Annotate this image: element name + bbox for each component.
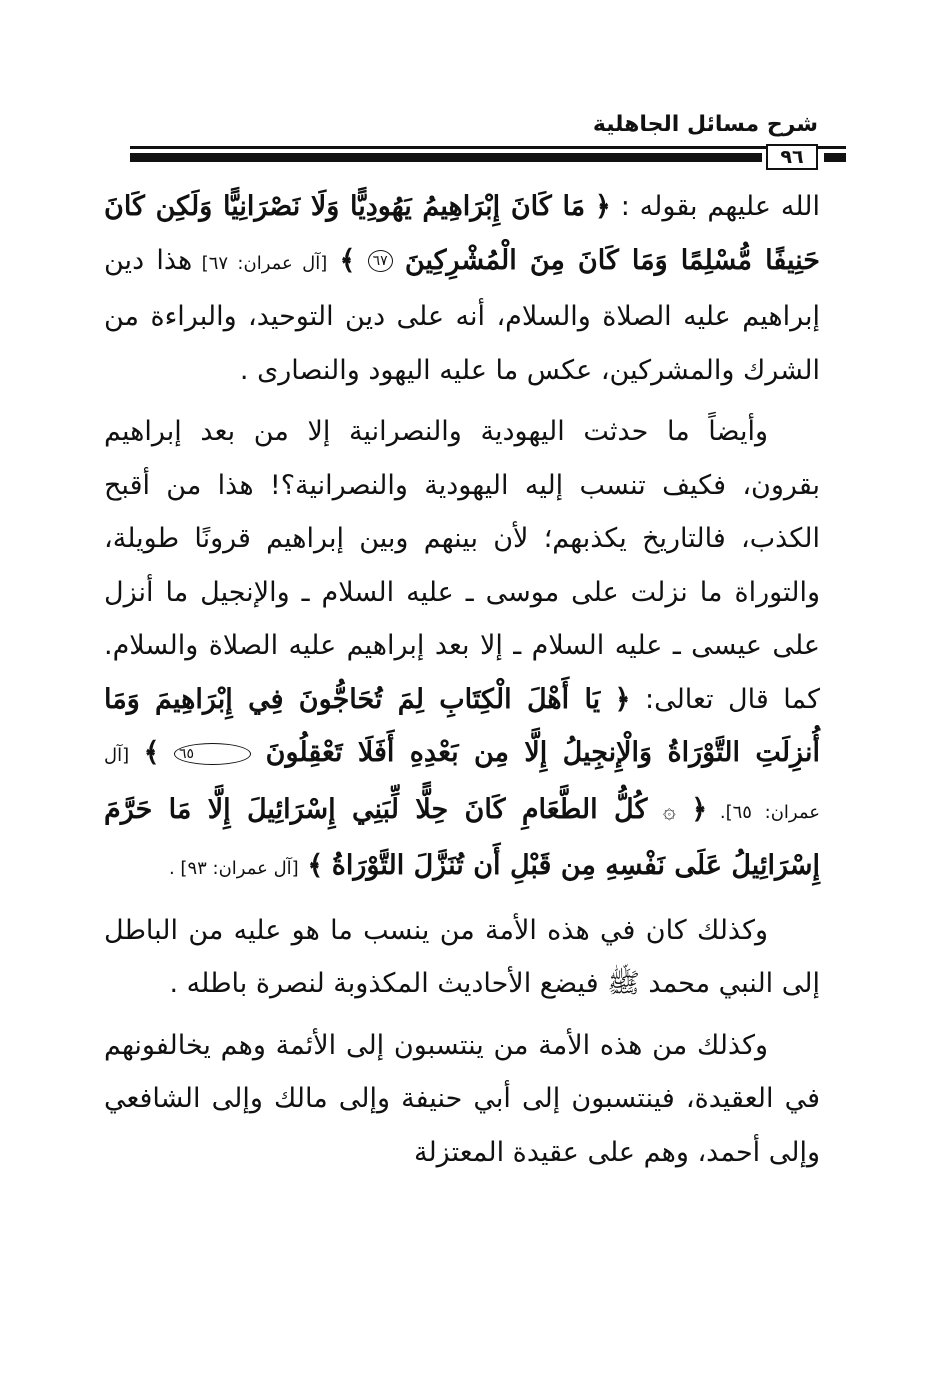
ayah-number: ٦٧ bbox=[368, 250, 393, 272]
page-number: ٩٦ bbox=[766, 144, 818, 170]
quran-bracket-close: ﴾ bbox=[143, 737, 160, 768]
paragraph-4: وكذلك من هذه الأمة من ينتسبون إلى الأئمة وهم يخالفونهم في العقيدة، فينتسبون إلى أبي حنيفة وإلى مالك وإلى الشافعي وإلى أحمد، وهم على عقيدة المعتزلة bbox=[104, 1029, 820, 1168]
ayah-number: ٦٥ bbox=[174, 743, 251, 765]
header-rule-thick-left bbox=[130, 153, 762, 162]
rub-el-hizb-icon: ۞ bbox=[662, 798, 676, 824]
paragraph-2 bbox=[104, 405, 820, 896]
quran-bracket-open: ﴿ bbox=[614, 683, 631, 715]
verse-citation: [آل عمران: ٦٥]. bbox=[104, 745, 821, 823]
quran-bracket-open: ﴿ bbox=[691, 793, 708, 825]
quran-verse: كُلُّ الطَّعَامِ كَانَ حِلًّا لِّبَنِي إِسْرَائِيلَ إِلَّا مَا حَرَّمَ إِسْرَائِيلُ عَلَى نَفْسِهِ مِن قَبْلِ أَن تُنَزَّلَ التَّوْرَاةُ bbox=[104, 793, 820, 881]
book-title: شرح مسائل الجاهلية bbox=[592, 112, 818, 137]
quran-verse: يَا أَهْلَ الْكِتَابِ لِمَ تُحَاجُّونَ فِي إِبْرَاهِيمَ وَمَا أُنزِلَتِ التَّوْرَاةُ وَالْإِنجِيلُ إِلَّا مِن بَعْدِهِ أَفَلَا تَعْقِلُونَ bbox=[104, 683, 820, 768]
quran-bracket-close: ﴾ bbox=[339, 244, 356, 276]
text-run: وأيضاً ما حدثت اليهودية والنصرانية إلا من بعد إبراهيم بقرون، فكيف تنسب إليه اليهودية والنصرانية؟! هذا من أقبح الكذب، فالتاريخ يكذبهم؛ لأن بينهم وبين إبراهيم قرونًا طويلة، والتوراة ما نزلت على موسى ـ عليه السلام ـ والإنجيل ما أنزل على عيسى ـ عليه السلام ـ إلا بعد إبراهيم عليه الصلاة والسلام. كما قال تعالى: bbox=[104, 416, 820, 715]
quran-bracket-close: ﴾ bbox=[307, 850, 324, 881]
paragraph-3: وكذلك كان في هذه الأمة من ينسب ما هو عليه من الباطل إلى النبي محمد ﷺ فيضع الأحاديث المكذوبة لنصرة باطله . bbox=[104, 914, 820, 999]
paragraph-1 bbox=[104, 180, 820, 397]
header-rule-thin bbox=[130, 146, 846, 149]
quran-verse: مَا كَانَ إِبْرَاهِيمُ يَهُودِيًّا وَلَا نَصْرَانِيًّا وَلَكِن كَانَ حَنِيفًا مُّسْلِمًا وَمَا كَانَ مِنَ الْمُشْرِكِينَ bbox=[104, 191, 820, 276]
verse-citation: [آل عمران: ٩٣] . bbox=[168, 858, 299, 879]
text-run: هذا دين إبراهيم عليه الصلاة والسلام، أنه على دين التوحيد، والبراءة من الشرك والمشركين، عكس ما عليه اليهود والنصارى . bbox=[104, 244, 820, 386]
body-text bbox=[104, 180, 820, 1179]
verse-citation: [آل عمران: ٦٧] bbox=[192, 252, 328, 274]
text-run: الله عليهم بقوله : bbox=[610, 191, 820, 222]
header-rule-thick-right bbox=[824, 153, 846, 162]
quran-bracket-open: ﴿ bbox=[595, 191, 611, 222]
